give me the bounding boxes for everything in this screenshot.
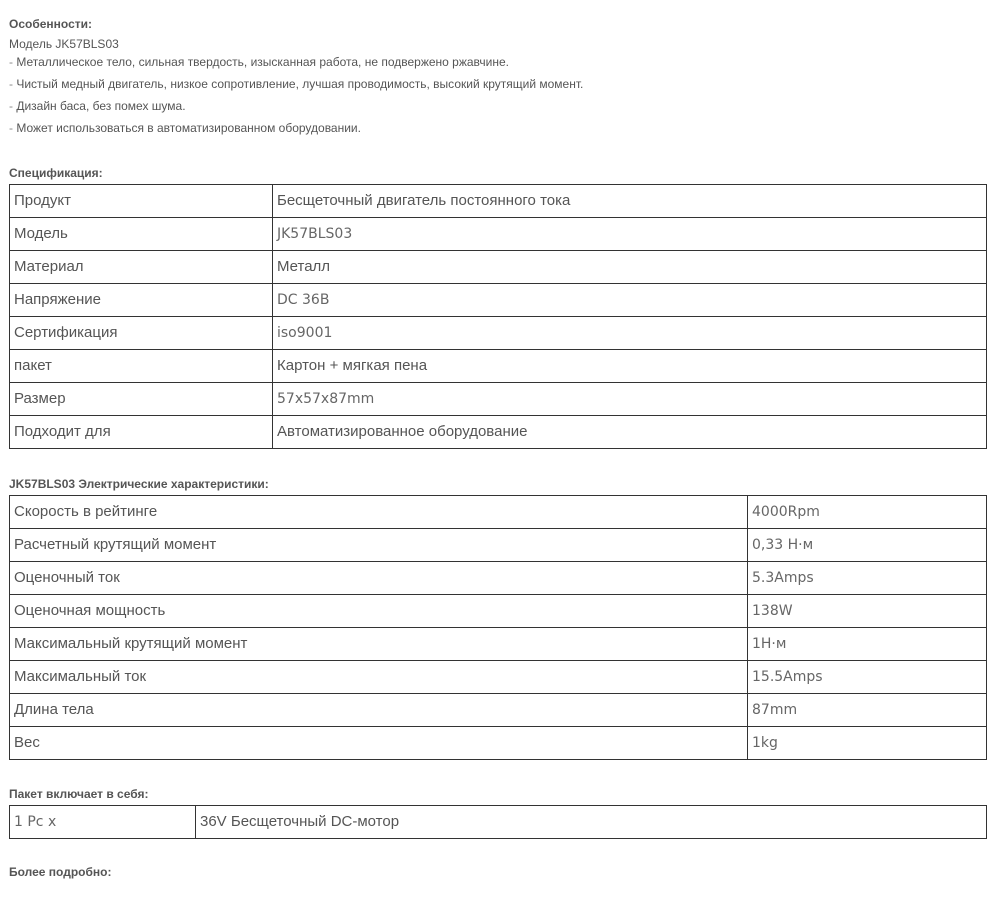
electrical-value: 5.3Amps bbox=[748, 562, 987, 595]
features-list bbox=[9, 55, 583, 143]
table-row bbox=[10, 284, 987, 317]
model-line: Модель JK57BLS03 bbox=[9, 37, 119, 51]
spec-label: Напряжение bbox=[10, 284, 273, 317]
table-row bbox=[10, 185, 987, 218]
electrical-value: 0,33 Н·м bbox=[748, 529, 987, 562]
more-section bbox=[9, 865, 112, 879]
electrical-value: 1Н·м bbox=[748, 628, 987, 661]
spec-label: пакет bbox=[10, 350, 273, 383]
spec-value: 57x57x87mm bbox=[273, 383, 987, 416]
spec-value: DC 36В bbox=[273, 284, 987, 317]
table-row bbox=[10, 218, 987, 251]
table-row bbox=[10, 595, 987, 628]
electrical-table bbox=[9, 495, 987, 760]
spec-label: Подходит для bbox=[10, 416, 273, 449]
electrical-label: Вес bbox=[10, 727, 748, 760]
spec-value: Металл bbox=[273, 251, 987, 284]
table-row bbox=[10, 350, 987, 383]
feature-item: - Может использоваться в автоматизированном оборудовании. bbox=[9, 121, 583, 143]
table-row bbox=[10, 317, 987, 350]
table-row bbox=[10, 383, 987, 416]
feature-item: - Металлическое тело, сильная твердость, изысканная работа, не подвержено ржавчине. bbox=[9, 55, 583, 77]
package-table bbox=[9, 805, 987, 839]
table-row bbox=[10, 529, 987, 562]
spec-heading: Спецификация: bbox=[9, 166, 103, 180]
spec-value: Бесщеточный двигатель постоянного тока bbox=[273, 185, 987, 218]
features-heading: Особенности: bbox=[9, 17, 93, 31]
spec-label: Сертификация bbox=[10, 317, 273, 350]
table-row bbox=[10, 661, 987, 694]
table-row bbox=[10, 694, 987, 727]
table-row bbox=[10, 562, 987, 595]
package-qty: 1 Pc x bbox=[10, 806, 196, 839]
spec-section bbox=[9, 166, 987, 449]
table-row bbox=[10, 806, 987, 839]
spec-value: Картон + мягкая пена bbox=[273, 350, 987, 383]
electrical-section bbox=[9, 477, 987, 760]
table-row bbox=[10, 251, 987, 284]
spec-value: JK57BLS03 bbox=[273, 218, 987, 251]
electrical-label: Оценочный ток bbox=[10, 562, 748, 595]
spec-label: Материал bbox=[10, 251, 273, 284]
package-section bbox=[9, 787, 987, 839]
electrical-label: Максимальный ток bbox=[10, 661, 748, 694]
electrical-label: Скорость в рейтинге bbox=[10, 496, 748, 529]
spec-label: Продукт bbox=[10, 185, 273, 218]
electrical-value: 1kg bbox=[748, 727, 987, 760]
spec-label: Размер bbox=[10, 383, 273, 416]
electrical-value: 4000Rpm bbox=[748, 496, 987, 529]
electrical-value: 138W bbox=[748, 595, 987, 628]
table-row bbox=[10, 496, 987, 529]
package-heading: Пакет включает в себя: bbox=[9, 787, 149, 801]
features-section bbox=[9, 17, 583, 143]
electrical-heading: JK57BLS03 Электрические характеристики: bbox=[9, 477, 269, 491]
electrical-value: 87mm bbox=[748, 694, 987, 727]
table-row bbox=[10, 727, 987, 760]
more-heading: Более подробно: bbox=[9, 865, 112, 879]
table-row bbox=[10, 628, 987, 661]
spec-value: iso9001 bbox=[273, 317, 987, 350]
electrical-label: Длина тела bbox=[10, 694, 748, 727]
feature-item: - Дизайн баса, без помех шума. bbox=[9, 99, 583, 121]
spec-table bbox=[9, 184, 987, 449]
table-row bbox=[10, 416, 987, 449]
electrical-value: 15.5Amps bbox=[748, 661, 987, 694]
spec-value: Автоматизированное оборудование bbox=[273, 416, 987, 449]
electrical-label: Оценочная мощность bbox=[10, 595, 748, 628]
feature-item: - Чистый медный двигатель, низкое сопротивление, лучшая проводимость, высокий крутящий момент. bbox=[9, 77, 583, 99]
electrical-label: Расчетный крутящий момент bbox=[10, 529, 748, 562]
package-item: 36V Бесщеточный DC-мотор bbox=[196, 806, 987, 839]
spec-label: Модель bbox=[10, 218, 273, 251]
electrical-label: Максимальный крутящий момент bbox=[10, 628, 748, 661]
